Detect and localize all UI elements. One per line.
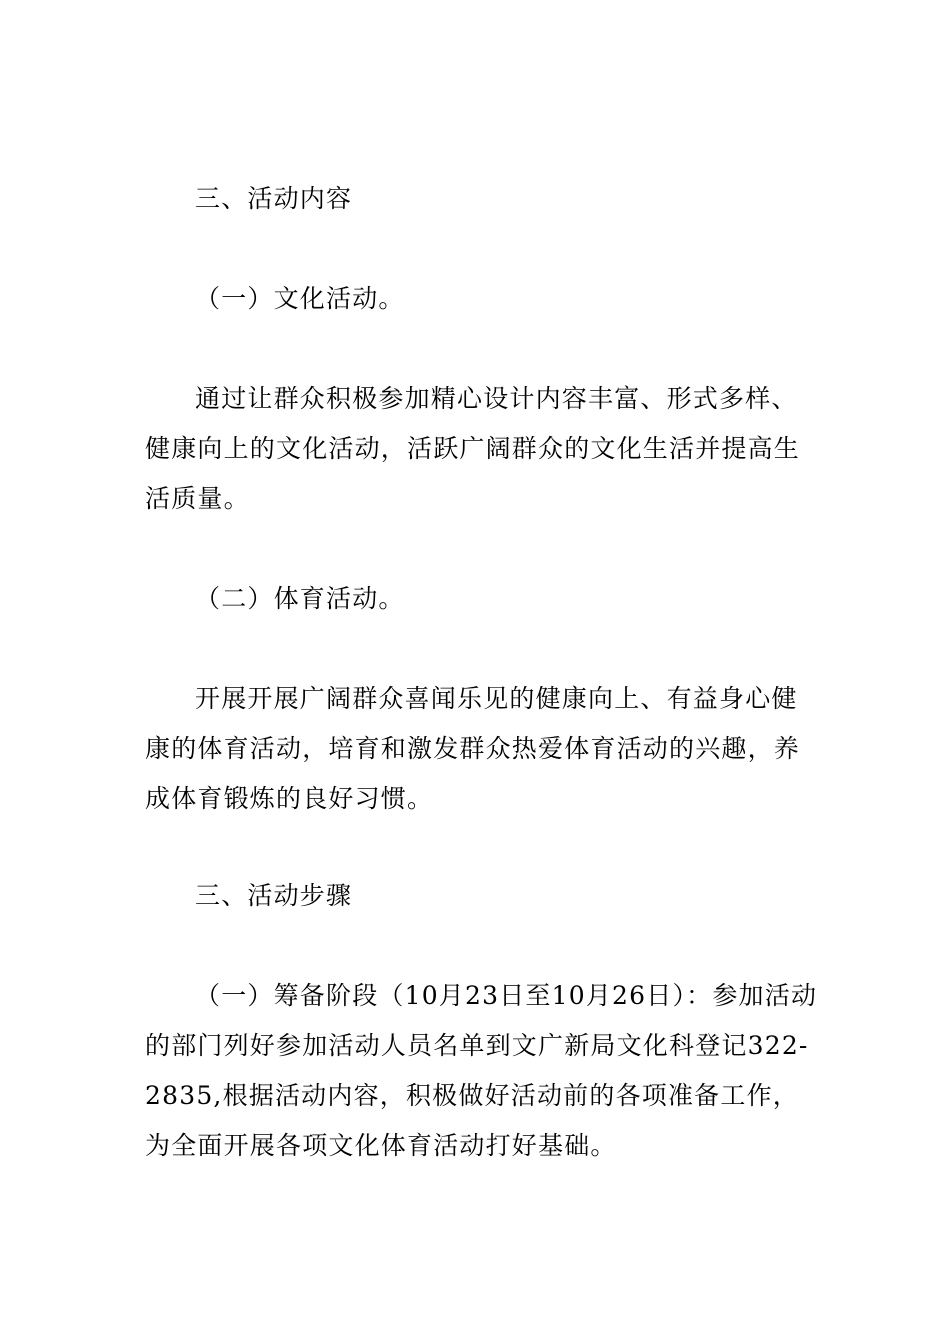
section-heading-activity-steps: 三、活动步骤 [195, 881, 353, 910]
section-heading-activity-content: 三、活动内容 [195, 184, 353, 213]
subheading-cultural-activities: （一）文化活动。 [195, 284, 405, 313]
paragraph-sports-activities: 开展开展广阔群众喜闻乐见的健康向上、有益身心健康的体育活动，培育和激发群众热爱体育活动的兴趣，养成体育锻炼的良好习惯。 [145, 684, 801, 813]
paragraph-cultural-activities: 通过让群众积极参加精心设计内容丰富、形式多样、健康向上的文化活动，活跃广阔群众的文化生活并提高生活质量。 [145, 384, 801, 513]
subheading-sports-activities: （二）体育活动。 [195, 584, 405, 613]
paragraph-preparation-stage: （一）筹备阶段（10月23日至10月26日）：参加活动的部门列好参加活动人员名单到文广新局文化科登记322-2835,根据活动内容，积极做好活动前的各项准备工作，为全面开展各项文化体育活动打好基础。 [145, 981, 818, 1160]
